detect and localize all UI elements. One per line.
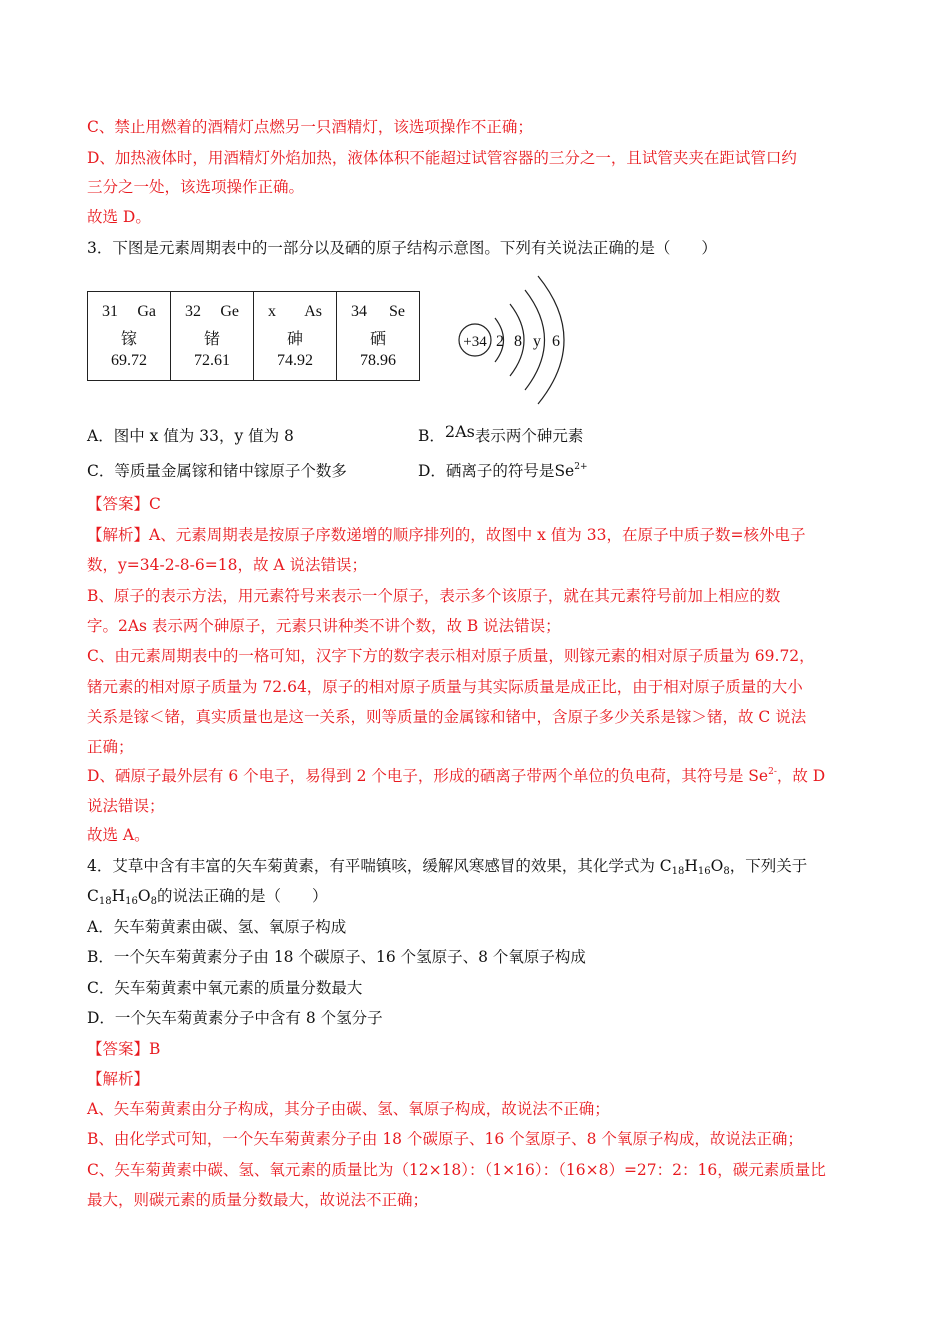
atomic-mass: 74.92	[277, 352, 313, 369]
atomic-number: 32	[185, 303, 201, 320]
element-symbol: Ga	[137, 303, 156, 320]
q4-option-d: D．一个矢车菊黄素分子中含有 8 个氢分子	[87, 1009, 383, 1027]
q3-analysis-b-line1: B、原子的表示方法，用元素符号来表示一个原子，表示多个该原子，就在其元素符号前加上相应的数	[87, 587, 781, 605]
subscript: 16	[125, 896, 138, 907]
atomic-number: x	[268, 303, 276, 320]
subscript: 8	[150, 896, 157, 907]
element-cell-se	[337, 292, 420, 381]
answer-tag: 【答案】	[87, 495, 150, 513]
q4-analysis-a: A、矢车菊黄素由分子构成，其分子由碳、氢、氧原子构成，故说法不正确；	[87, 1100, 610, 1118]
element-name: 硒	[369, 331, 386, 348]
element-h: H	[111, 887, 126, 905]
analysis-text: A、元素周期表是按原子序数递增的顺序排列的，故图中 x 值为 33，在原子中质子数=核外电子	[149, 526, 806, 544]
q3-conclusion: 故选 A。	[87, 826, 150, 844]
prev-conclusion: 故选 D。	[87, 208, 151, 226]
prev-analysis-c: C、禁止用燃着的酒精灯点燃另一只酒精灯，该选项操作不正确；	[87, 118, 533, 136]
question-3-stem: 3．下图是元素周期表中的一部分以及硒的原子结构示意图。下列有关说法正确的是（ ）	[87, 239, 717, 257]
prev-analysis-d-line2: 三分之一处，该选项操作正确。	[87, 178, 305, 196]
option-label: D．硒离子的符号是	[418, 462, 555, 480]
ion-charge: 2+	[574, 462, 588, 472]
element-symbol: Ge	[220, 303, 239, 320]
q4-option-b: B．一个矢车菊黄素分子由 18 个碳原子、16 个氢原子、8 个氧原子构成	[87, 948, 586, 966]
q3-analysis-c-line1: C、由元素周期表中的一格可知，汉字下方的数字表示相对原子质量，则镓元素的相对原子质量为 69.72，	[87, 647, 815, 665]
ion-symbol: Se	[554, 462, 575, 480]
q3-option-a: A．图中 x 值为 33，y 值为 8	[87, 427, 294, 445]
shell-1-electrons: 2	[496, 333, 504, 350]
atomic-mass: 69.72	[111, 352, 147, 369]
q3-analysis-c-line4: 正确；	[87, 738, 134, 756]
answer-value: C	[149, 495, 161, 513]
element-name: 砷	[286, 331, 303, 348]
atomic-number: 31	[102, 303, 118, 320]
q4-analysis-tag: 【解析】	[87, 1070, 150, 1088]
option-label: B．	[418, 427, 445, 445]
q3-analysis-d-line1	[87, 766, 825, 786]
q3-analysis-d-line2: 说法错误；	[87, 797, 165, 815]
q4-analysis-c-line1: C、矢车菊黄素中碳、氢、氧元素的质量比为（12×18）：（1×16）：（16×8）=27：2：16，碳元素质量比	[87, 1161, 826, 1179]
q4-analysis-c-line2: 最大，则碳元素的质量分数最大，故说法不正确；	[87, 1191, 429, 1209]
periodic-table-excerpt	[87, 291, 420, 381]
answer-value: B	[149, 1040, 161, 1058]
element-symbol: Se	[389, 303, 405, 320]
stem-text: ，下列关于	[729, 857, 808, 875]
q3-option-d	[418, 461, 588, 481]
question-4-stem-line1	[87, 856, 807, 876]
q4-answer	[87, 1039, 160, 1059]
formula-2as: 2As	[444, 422, 475, 441]
element-o: O	[137, 887, 151, 905]
stem-text: 4．艾草中含有丰富的矢车菊黄素，有平喘镇咳，缓解风寒感冒的效果，其化学式为 C	[87, 857, 672, 875]
element-name: 镓	[120, 331, 137, 348]
q4-option-c: C．矢车菊黄素中氧元素的质量分数最大	[87, 979, 363, 997]
element-h: H	[684, 857, 698, 875]
q4-option-a: A．矢车菊黄素由碳、氢、氧原子构成	[87, 918, 347, 936]
q3-option-c: C．等质量金属镓和锗中镓原子个数多	[87, 462, 347, 480]
shell-4-electrons: 6	[552, 333, 560, 350]
answer-tag: 【答案】	[87, 1040, 150, 1058]
element-symbol: As	[304, 303, 322, 320]
q3-analysis-a-line2: 数，y=34-2-8-6=18，故 A 说法错误；	[87, 556, 368, 574]
element-name: 锗	[203, 331, 220, 348]
analysis-tag: 【解析】	[87, 526, 150, 544]
q3-analysis-a-line1	[87, 525, 805, 545]
q3-analysis-c-line2: 锗元素的相对原子质量为 72.64，原子的相对原子质量与其实际质量是成正比，由于相对原子质量的大小	[87, 678, 803, 696]
analysis-text: D、硒原子最外层有 6 个电子，易得到 2 个电子，形成的硒离子带两个单位的负电荷，其符号是 Se	[87, 767, 769, 785]
nucleus-charge: +34	[463, 334, 487, 350]
q3-analysis-c-line3: 关系是镓＜锗，真实质量也是这一关系，则等质量的金属镓和锗中，含原子多少关系是镓＞锗，故 C 说法	[87, 708, 807, 726]
element-o: O	[710, 857, 724, 875]
option-text: 表示两个砷元素	[474, 427, 584, 445]
prev-analysis-d-line1: D、加热液体时，用酒精灯外焰加热，液体体积不能超过试管容器的三分之一，且试管夹夹在距试管口约	[87, 149, 797, 167]
shell-arc-4	[538, 276, 564, 404]
ion-charge: 2-	[768, 767, 777, 777]
stem-text: 的说法正确的是（ ）	[156, 887, 328, 905]
subscript: 8	[723, 866, 730, 877]
shell-2-electrons: 8	[514, 333, 522, 350]
question-4-stem-line2	[87, 886, 327, 906]
q3-option-b	[418, 422, 584, 446]
subscript: 18	[671, 866, 685, 877]
atomic-mass: 72.61	[194, 352, 230, 369]
element-cell-ga	[88, 292, 171, 381]
selenium-atom-diagram	[448, 268, 588, 418]
element-cell-as	[254, 292, 337, 381]
q3-answer	[87, 494, 161, 514]
element-cell-ge	[171, 292, 254, 381]
atomic-mass: 78.96	[360, 352, 396, 369]
q4-analysis-b: B、由化学式可知，一个矢车菊黄素分子由 18 个碳原子、16 个氢原子、8 个氧原子构成，故说法正确；	[87, 1130, 803, 1148]
subscript: 16	[697, 866, 711, 877]
q3-analysis-b-line2: 字。2As 表示两个砷原子，元素只讲种类不讲个数，故 B 说法错误；	[87, 617, 561, 635]
element-c: C	[87, 887, 99, 905]
analysis-text: ，故 D	[776, 767, 826, 785]
atomic-number: 34	[351, 303, 367, 320]
shell-3-electrons: y	[533, 333, 541, 350]
subscript: 18	[98, 896, 112, 907]
